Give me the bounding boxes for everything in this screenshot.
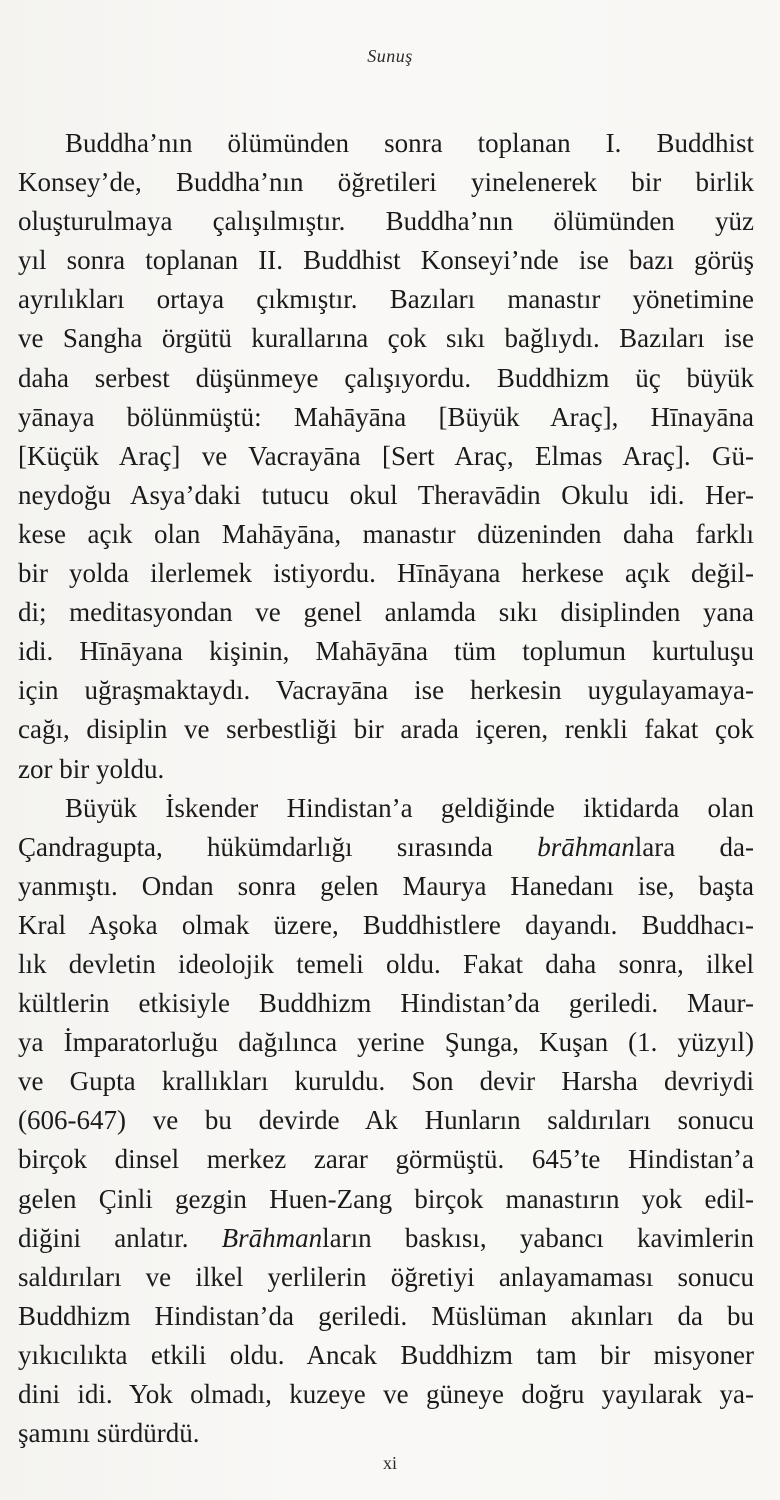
text-line: cağı, disiplin ve serbestliği bir arada içeren, renkli fakat çok (18, 714, 754, 745)
text-line: kültlerin etkisiyle Buddhizm Hindistan’da geriledi. Maur- (18, 988, 754, 1019)
text-line: neydoğu Asya’daki tutucu okul Theravādin Okulu idi. Her- (18, 479, 754, 510)
text-line: Buddha’nın ölümünden sonra toplanan I. Buddhist (65, 128, 754, 158)
running-head: Sunuş (367, 46, 413, 66)
text-line: ayrılıkları ortaya çıkmıştır. Bazıları manastır yönetimine (18, 284, 754, 315)
text-line: Konsey’de, Buddha’nın öğretileri yinelenerek bir birlik (18, 167, 754, 198)
page-number: xi (382, 1453, 397, 1473)
text-line: (606-647) ve bu devirde Ak Hunların saldırıları sonucu (18, 1105, 754, 1136)
paragraph-1 (18, 124, 754, 789)
text-line: için uğraşmaktaydı. Vacrayāna ise herkesin uygulayamaya- (18, 675, 754, 706)
italic-term: brāhman (537, 831, 635, 862)
text-line: şamını sürdürdü. (18, 1418, 200, 1449)
text-line: diğini anlatır. Brāhmanların baskısı, yabancı kavimlerin (18, 1222, 754, 1253)
text-line: ve Gupta krallıkları kuruldu. Son devir Harsha devriydi (18, 1066, 754, 1097)
text-line: [Küçük Araç] ve Vacrayāna [Sert Araç, Elmas Araç]. Gü- (18, 440, 754, 471)
text-line: kese açık olan Mahāyāna, manastır düzeninden daha farklı (18, 518, 754, 549)
text-line: ve Sangha örgütü kurallarına çok sıkı bağlıydı. Bazıları ise (18, 323, 754, 354)
text-line: oluşturulmaya çalışılmıştır. Buddha’nın ölümünden yüz (18, 206, 754, 237)
text-line: yıkıcılıkta etkili oldu. Ancak Buddhizm tam bir misyoner (18, 1339, 754, 1370)
text-line: yıl sonra toplanan II. Buddhist Konseyi’nde ise bazı görüş (18, 245, 754, 276)
text-line: ya İmparatorluğu dağılınca yerine Şunga, Kuşan (1. yüzyıl) (18, 1027, 754, 1058)
text-line: idi. Hīnāyana kişinin, Mahāyāna tüm toplumun kurtuluşu (18, 636, 754, 667)
italic-term: Brāhman (221, 1222, 323, 1253)
text-line: birçok dinsel merkez zarar görmüştü. 645’te Hindistan’a (18, 1144, 754, 1175)
text-line: daha serbest düşünmeye çalışıyordu. Buddhizm üç büyük (18, 362, 754, 393)
text-line: Çandragupta, hükümdarlığı sırasında brāhmanlara da- (18, 831, 754, 862)
text-line: zor bir yoldu. (18, 753, 165, 784)
text-line: Buddhizm Hindistan’da geriledi. Müslüman akınları da bu (18, 1300, 754, 1331)
text-line: yānaya bölünmüştü: Mahāyāna [Büyük Araç], Hīnayāna (18, 401, 754, 432)
text-line: gelen Çinli gezgin Huen-Zang birçok manastırın yok edil- (18, 1183, 754, 1214)
text-line: lık devletin ideolojik temeli oldu. Fakat daha sonra, ilkel (18, 948, 754, 979)
text-line: Kral Aşoka olmak üzere, Buddhistlere dayandı. Buddhacı- (18, 909, 754, 940)
text-line: yanmıştı. Ondan sonra gelen Maurya Hanedanı ise, başta (18, 870, 754, 901)
text-line: saldırıları ve ilkel yerlilerin öğretiyi anlayamaması sonucu (18, 1261, 754, 1292)
paragraph-2 (18, 789, 754, 1454)
text-line: di; meditasyondan ve genel anlamda sıkı disiplinden yana (18, 597, 754, 628)
text-line: bir yolda ilerlemek istiyordu. Hīnāyana herkese açık değil- (18, 558, 754, 589)
text-line: dini idi. Yok olmadı, kuzeye ve güneye doğru yayılarak ya- (18, 1379, 754, 1409)
body-text (18, 124, 754, 1453)
text-line: Büyük İskender Hindistan’a geldiğinde iktidarda olan (65, 792, 754, 823)
